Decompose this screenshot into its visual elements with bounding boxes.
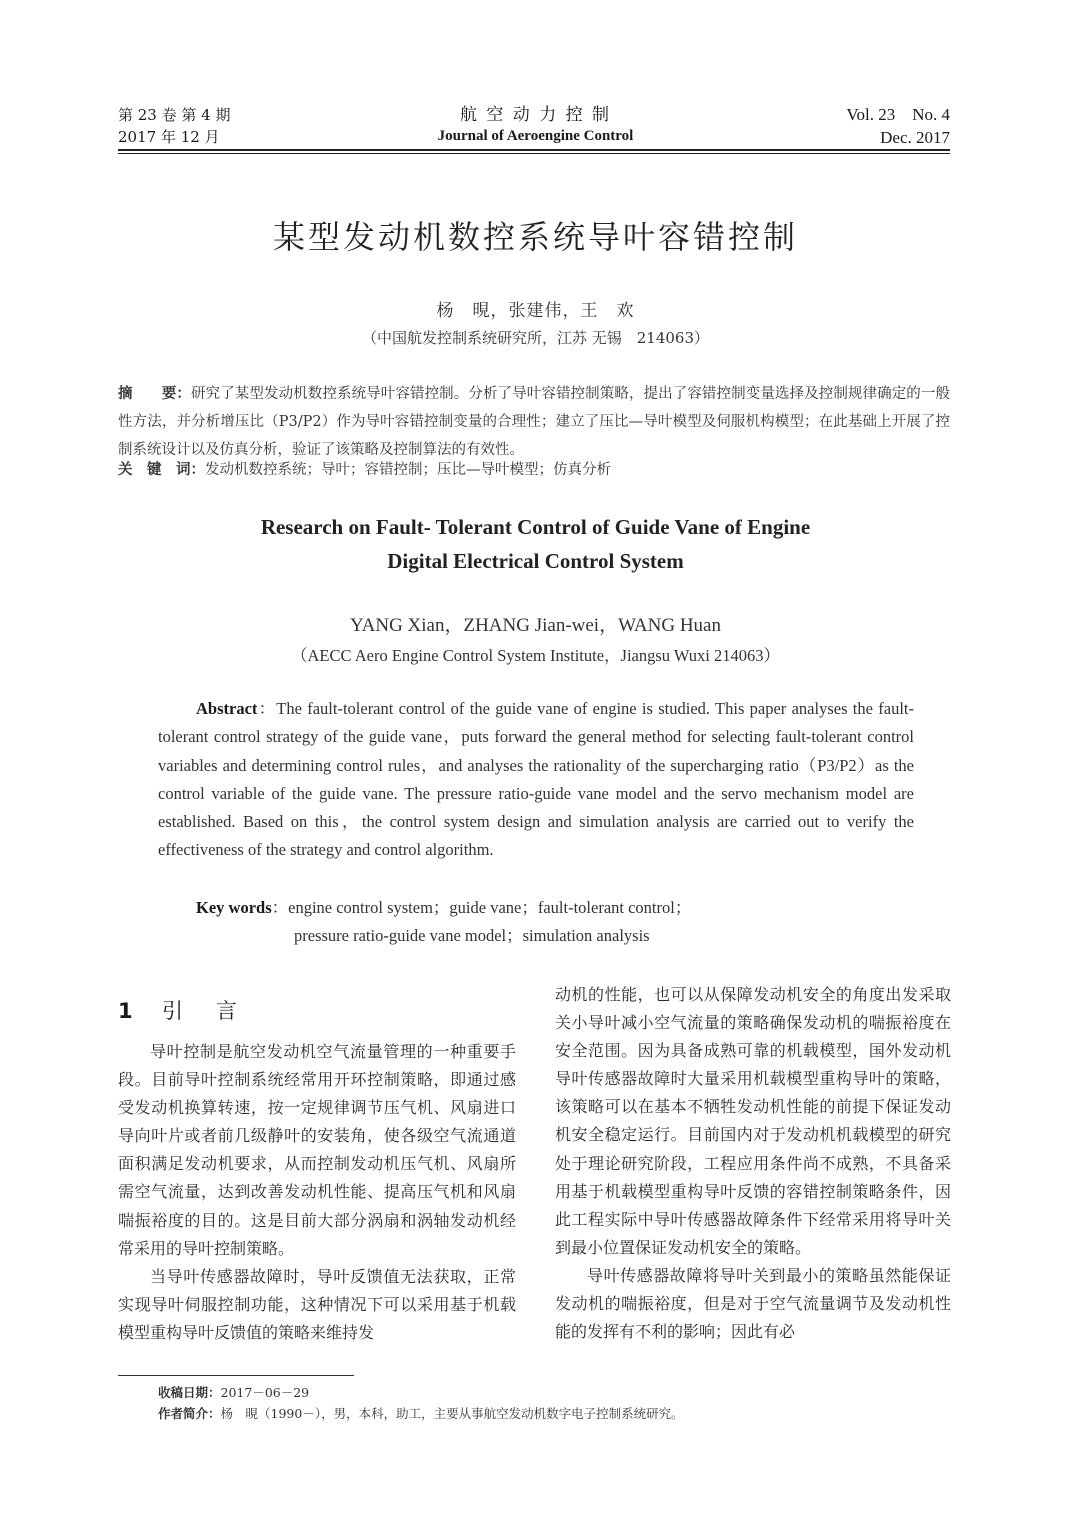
right-paragraph-2: 导叶传感器故障将导叶关到最小的策略虽然能保证发动机的喘振裕度，但是对于空气流量调节及发动机性能的发挥有不利的影响；因此有必 (555, 1265, 951, 1342)
left-column (118, 1038, 516, 1347)
affiliation-en: （AECC Aero Engine Control System Institute，Jiangsu Wuxi 214063） (291, 646, 780, 665)
footnote-received-label: 收稿日期： (158, 1385, 221, 1400)
authors-cn: 杨 晛，张建伟，王 欢 (436, 301, 635, 321)
header-journal-cn: 航 空 动 力 控 制 (459, 105, 612, 125)
abstract-cn-label: 摘 要： (118, 386, 191, 402)
affiliation-cn: （中国航发控制系统研究所，江苏 无锡 214063） (361, 329, 710, 347)
footnote-bio-label: 作者简介： (158, 1406, 221, 1421)
abstract-en-text: The fault-tolerant control of the guide vane of engine is studied. This paper analyses the fault-tolerant control strategy of the guide vane，puts forward the general method for selecting fault-tolerant control variables and determining control rules，and analyses the rationality of the supercharging ratio（P3/P2）as the control variable of the guide vane. The pressure ratio-guide vane model and the servo mechanism model are established. Based on this，the control system design and simulation analysis are carried out to verify the effectiveness of the strategy and control algorithm. (158, 699, 914, 860)
header-volume-en: Vol. 23 No. 4 (846, 105, 950, 124)
authors-en: YANG Xian，ZHANG Jian-wei，WANG Huan (350, 615, 721, 636)
header-journal-en: Journal of Aeroengine Control (437, 128, 634, 144)
right-column (555, 981, 951, 1346)
section-number: 1 (118, 999, 133, 1023)
paper-title-en-line1: Research on Fault- Tolerant Control of Guide Vane of Engine (260, 515, 811, 539)
keywords-en (196, 894, 896, 922)
keywords-cn-text: 发动机数控系统；导叶；容错控制；压比—导叶模型；仿真分析 (205, 462, 611, 478)
footnote-rule (118, 1375, 354, 1376)
paper-title-cn: 某型发动机数控系统导叶容错控制 (272, 218, 798, 256)
keywords-en-sep: ： (271, 898, 289, 917)
abstract-cn-text: 研究了某型发动机数控系统导叶容错控制。分析了导叶容错控制策略，提出了容错控制变量选择及控制规律确定的一般性方法，并分析增压比（P3/P2）作为导叶容错控制变量的合理性；建立了压比—导叶模型及伺服机构模型；在此基础上开展了控制系统设计以及仿真分析，验证了该策略及控制算法的有效性。 (118, 386, 951, 458)
footnote-bio-text: 杨 晛（1990－），男，本科，助工，主要从事航空发动机数字电子控制系统研究。 (220, 1406, 684, 1421)
abstract-cn (118, 380, 950, 464)
paper-title-en-line2: Digital Electrical Control System (387, 549, 684, 573)
footnote-received-date: 2017－06－29 (220, 1385, 310, 1400)
keywords-en-label: Key words (196, 898, 272, 917)
footnote-received (158, 1383, 309, 1403)
left-paragraph-2: 当导叶传感器故障时，导叶反馈值无法获取，正常实现导叶伺服控制功能，这种情况下可以采用基于机载模型重构导叶反馈值的策略来维持发 (118, 1266, 516, 1342)
abstract-en-sep: ： (257, 699, 277, 718)
header-rule-thick (118, 149, 950, 151)
section-title: 引 言 (161, 999, 243, 1023)
keywords-en-line2: pressure ratio-guide vane model；simulation analysis (294, 926, 650, 945)
header-date: 2017 年 12 月 (118, 128, 220, 146)
abstract-en-label: Abstract (196, 699, 258, 718)
keywords-cn-label: 关 键 词： (118, 462, 205, 478)
keywords-cn (118, 456, 950, 484)
section-heading (118, 995, 243, 1025)
left-paragraph-1: 导叶控制是航空发动机空气流量管理的一种重要手段。目前导叶控制系统经常用开环控制策略，即通过感受发动机换算转速，按一定规律调节压气机、风扇进口导向叶片或者前几级静叶的安装角，使各级空气流通道面积满足发动机要求，从而控制发动机压气机、风扇所需空气流量，达到改善发动机性能、提高压气机和风扇喘振裕度的目的。这是目前大部分涡扇和涡轴发动机经常采用的导叶控制策略。 (118, 1042, 516, 1258)
right-paragraph-1: 动机的性能，也可以从保障发动机安全的角度出发采取关小导叶减小空气流量的策略确保发动机的喘振裕度在安全范围。因为具备成熟可靠的机载模型，国外发动机导叶传感器故障时大量采用机载模型重构导叶的策略，该策略可以在基本不牺牲发动机性能的前提下保证发动机安全稳定运行。目前国内对于发动机机载模型的研究处于理论研究阶段，工程应用条件尚不成熟，不具备采用基于机载模型重构导叶反馈的容错控制策略条件，因此工程实际中导叶传感器故障条件下经常采用将导叶关到最小位置保证发动机安全的策略。 (555, 985, 951, 1257)
keywords-en-line1: engine control system；guide vane；fault-tolerant control； (288, 898, 692, 917)
header-date-en: Dec. 2017 (880, 128, 950, 147)
footnote-bio (158, 1404, 684, 1424)
header-rule-thin (118, 153, 950, 154)
abstract-en (158, 695, 914, 865)
header-volume-issue: 第 23 卷 第 4 期 (118, 106, 231, 124)
